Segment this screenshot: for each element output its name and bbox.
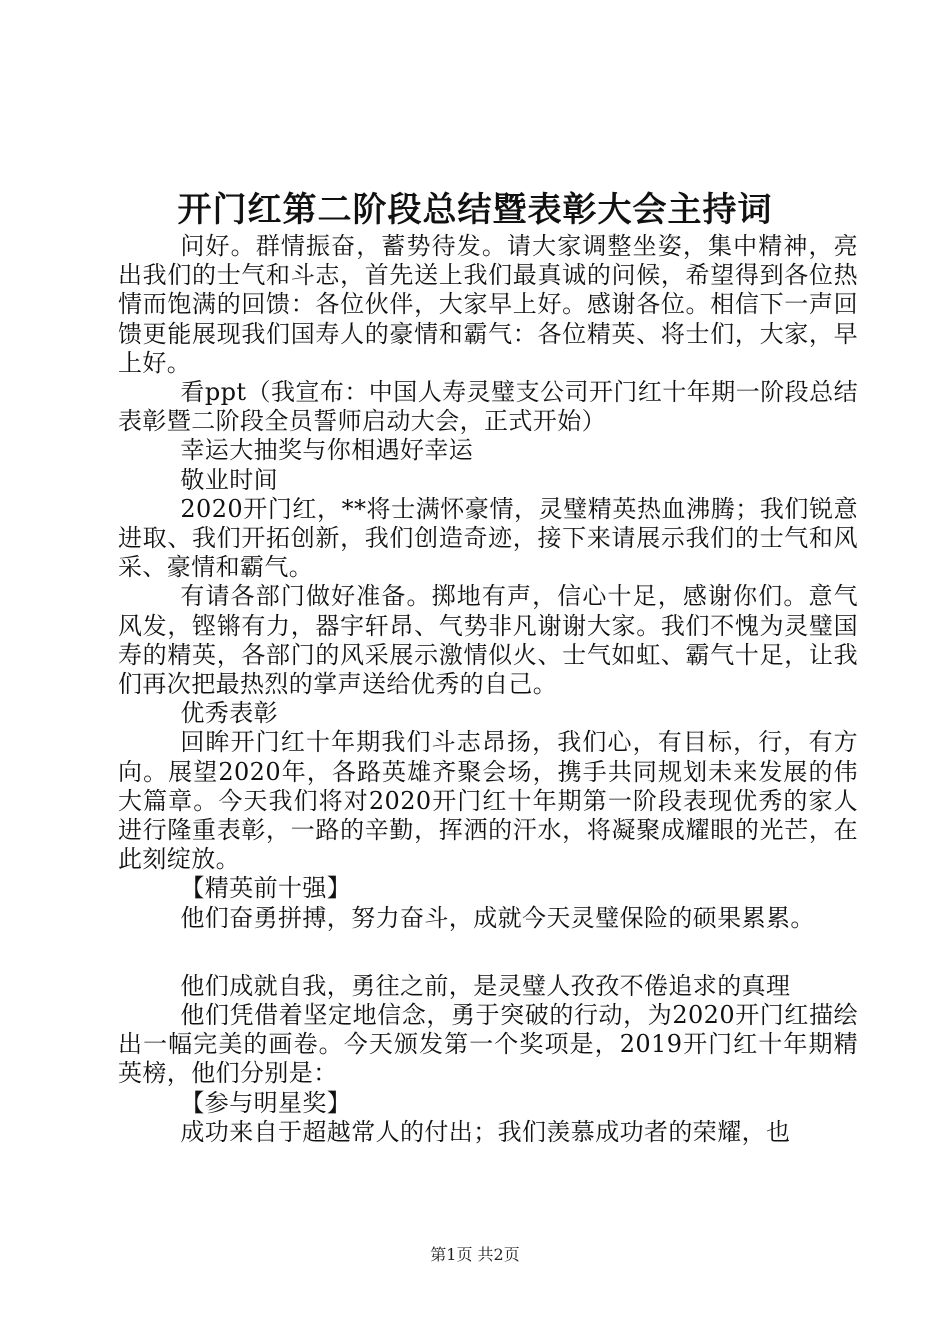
paragraph-review: 回眸开门红十年期我们斗志昂扬，我们心，有目标，行，有方向。展望2020年，各路英雄齐聚会场，携手共同规划未来发展的伟大篇章。今天我们将对2020开门红十年期第一阶段表现优秀的家人进行隆重表彰，一路的辛勤，挥洒的汗水，将凝聚成耀眼的光芒，在此刻绽放。 <box>118 728 858 874</box>
paragraph-announcement: 看ppt（我宣布：中国人寿灵璧支公司开门红十年期一阶段总结表彰暨二阶段全员誓师启动大会，正式开始） <box>118 378 858 436</box>
section-label-dedication-time: 敬业时间 <box>180 465 278 494</box>
paragraph-top-ten-3: 他们凭借着坚定地信念，勇于突破的行动，为2020开门红描绘出一幅完美的画卷。今天颁发第一个奖项是，2019开门红十年期精英榜，他们分别是： <box>118 1001 858 1088</box>
section-label-lucky-draw: 幸运大抽奖与你相遇好幸运 <box>180 436 474 465</box>
paragraph-top-ten-1: 他们奋勇拼搏，努力奋斗，成就今天灵璧保险的硕果累累。 <box>180 903 815 932</box>
document-body <box>118 232 858 1147</box>
section-label-commendation: 优秀表彰 <box>180 699 278 728</box>
paragraph-top-ten-2: 他们成就自我，勇往之前，是灵璧人孜孜不倦追求的真理 <box>180 971 791 1000</box>
paragraph-greeting: 问好。群情振奋，蓄势待发。请大家调整坐姿，集中精神，亮出我们的士气和斗志，首先送上我们最真诚的问候，希望得到各位热情而饱满的回馈：各位伙伴，大家早上好。感谢各位。相信下一声回馈更能展现我们国寿人的豪情和霸气：各位精英、将士们，大家，早上好。 <box>118 232 858 377</box>
award-heading-star: 【参与明星奖】 <box>180 1088 352 1117</box>
paragraph-spirit: 2020开门红，**将士满怀豪情，灵璧精英热血沸腾；我们锐意进取、我们开拓创新，我们创造奇迹，接下来请展示我们的士气和风采、豪情和霸气。 <box>118 494 858 582</box>
paragraph-star: 成功来自于超越常人的付出；我们羡慕成功者的荣耀，也 <box>180 1117 791 1146</box>
page-number-footer: 第1页 共2页 <box>430 1245 520 1264</box>
paragraph-department-showcase: 有请各部门做好准备。掷地有声，信心十足，感谢你们。意气风发，铿锵有力，器宇轩昂、气势非凡谢谢大家。我们不愧为灵璧国寿的精英，各部门的风采展示激情似火、士气如虹、霸气十足，让我们再次把最热烈的掌声送给优秀的自己。 <box>118 582 858 699</box>
document-title: 开门红第二阶段总结暨表彰大会主持词 <box>177 190 773 230</box>
blank-line <box>118 933 858 972</box>
award-heading-top-ten: 【精英前十强】 <box>180 874 352 903</box>
